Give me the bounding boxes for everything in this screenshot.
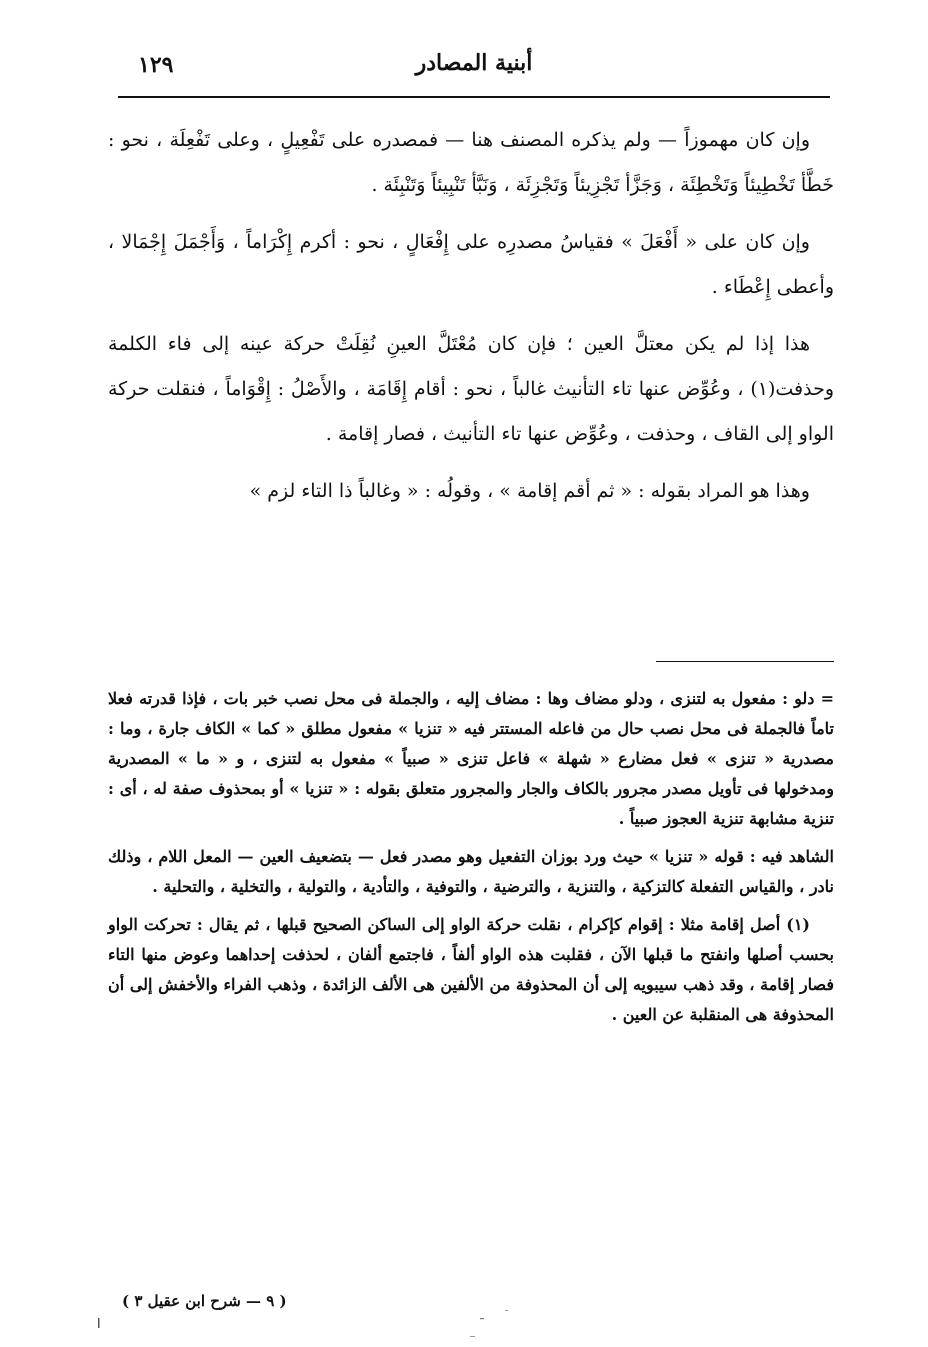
page-number: ١٢٩ <box>138 52 174 78</box>
paragraph-hamzated-verbs: وإن كان مهموزاً — ولم يذكره المصنف هنا — فمصدره على تَفْعِيلٍ ، وعلى تَفْعِلَة ، نحو : خَطَّأ تَخْطِيئاً وَتَخْطِئَة ، وَجَزَّأ تَجْزِيئاً وَتَجْزِئَة ، وَنَبَّأ تَنْبِيئاً وَتَنْبِئَة . <box>108 129 834 196</box>
footnote-grammatical-analysis: = دلو : مفعول به لتنزى ، ودلو مضاف وها : مضاف إليه ، والجملة فى محل نصب خبر بات ، فإذا قدرته فعلا تاماً فالجملة فى محل نصب حال من فاعله المستتر فيه « تنزيا » مفعول مطلق « كما » الكاف جارة ، وما : مصدرية « تنزى » فعل مضارع « شهلة » فاعل تنزى « صبياً » مفعول به لتنزى ، و « ما » المصدرية ومدخولها فى تأويل مصدر مجرور بالكاف والجار والمجرور متعلق بقوله : « تنزيا » أو بمحذوف صفة له ، أى : تنزية مشابهة تنزية العجوز صبياً . <box>108 689 835 828</box>
running-title: أبنية المصادر <box>415 50 533 76</box>
paragraph-afala-pattern: وإن كان على « أَفْعَلَ » فقياسُ مصدرِه على إِفْعَالٍ ، نحو : أكرم إِكْرَاماً ، وَأَجْمَلَ إِجْمَالا ، وأعطى إِعْطَاء . <box>108 231 834 298</box>
footnote-1: (١) أصل إقامة مثلا : إقوام كإكرام ، نقلت حركة الواو إلى الساكن الصحيح قبلها ، ثم يقال : تحركت الواو بحسب أصلها وانفتح ما قبلها الآن ، فقلبت هذه الواو ألفاً ، فاجتمع ألفان ، لحذفت إحداهما وعوض منها التاء فصار إقامة ، وقد ذهب سيبويه إلى أن المحذوفة من الألفين هى الألف الزائدة ، وذهب الفراء والأخفش إلى أن المحذوفة هى المنقلبة عن العين . <box>108 915 835 1024</box>
footnote-evidence: الشاهد فيه : قوله « تنزيا » حيث ورد بوزان التفعيل وهو مصدر فعل — بتضعيف العين — المعل اللام ، وذلك نادر ، والقياس التفعلة كالتزكية ، والتنزية ، والترضية ، والتوفية ، والتأدية ، والتولية ، والتخلية ، والتحلية . <box>108 847 834 896</box>
signature-mark: ( ٩ — شرح ابن عقيل ٣ ) <box>122 1292 287 1310</box>
paragraph-weak-middle-root: هذا إذا لم يكن معتلَّ العين ؛ فإن كان مُعْتَلَّ العينِ نُقِلَتْ حركة عينه إلى فاء الكلمة وحذفت(١) ، وعُوِّض عنها تاء التأنيث غالباً ، نحو : أقام إِقَامَة ، والأَصْلُ : إِقْوَاماً ، فنقلت حركة الواو إلى القاف ، وحذفت ، وعُوِّض عنها تاء التأنيث ، فصار إقامة . <box>108 333 834 445</box>
paragraph-verse-reference: وهذا هو المراد بقوله : « ثم أقم إقامة » ، وقولُه : « وغالباً ذا التاء لزم » <box>249 480 810 502</box>
